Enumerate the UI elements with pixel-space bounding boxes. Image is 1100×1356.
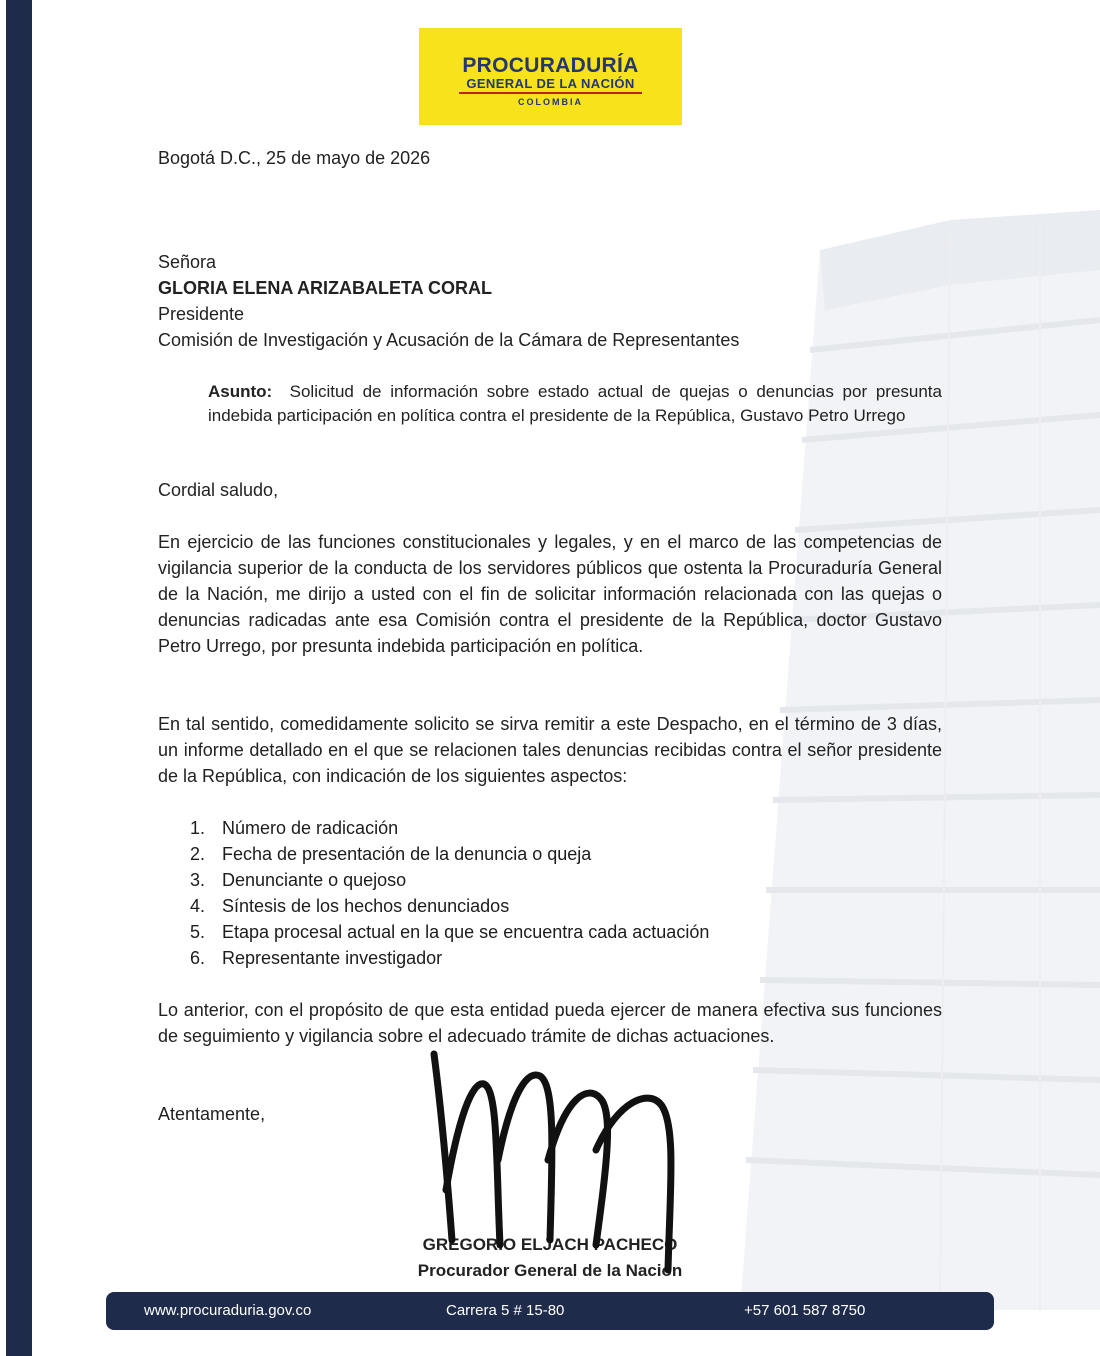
recipient-name: GLORIA ELENA ARIZABALETA CORAL [158,278,492,298]
closing: Atentamente, [158,1104,266,1124]
body-paragraph-3: Lo anterior, con el propósito de que esta entidad pueda ejercer de manera efectiva sus funciones de seguimiento y vigilancia sobre el adecuado trámite de dichas actuaciones. [158,1000,942,1046]
signer-title: Procurador General de la Nación [417,1261,683,1280]
logo-line-3: COLOMBIA [518,97,583,107]
subject-label: Asunto: [208,382,273,401]
left-margin-bar [6,0,32,1356]
footer-website-link[interactable]: www.procuraduria.gov.co [144,1302,312,1319]
list-item: 4. Síntesis de los hechos denunciados [190,896,510,916]
subject-text: Solicitud de información sobre estado actual de quejas o denuncias por presunta indebida participación en política contra el presidente de la República, Gustavo Petro Urrego [208,382,942,425]
date-line: Bogotá D.C., 25 de mayo de 2026 [158,148,431,168]
recipient-salutation: Señora [158,252,217,272]
procuraduria-logo [419,28,682,125]
subject-block [208,380,942,428]
footer-bar [106,1292,994,1330]
list-item: 1. Número de radicación [190,818,399,838]
handwritten-signature [400,1040,720,1280]
requested-items-list [190,815,709,971]
footer-phone: +57 601 587 8750 [744,1302,866,1319]
logo-red-rule [459,92,642,94]
logo-line-2: GENERAL DE LA NACIÓN [466,76,635,91]
list-item: 5. Etapa procesal actual en la que se encuentra cada actuación [190,922,710,942]
list-item: 2. Fecha de presentación de la denuncia o queja [190,844,592,864]
recipient-title: Presidente [158,304,245,324]
logo-line-1: PROCURADURÍA [462,54,639,77]
body-paragraph-1: En ejercicio de las funciones constitucionales y legales, y en el marco de las competencias de vigilancia superior de la conducta de los servidores públicos que ostenta la Procuraduría General de la Nación, me dirijo a usted con el fin de solicitar información relacionada con las quejas o denuncias radicadas ante esa Comisión contra el presidente de la República, doctor Gustavo Petro Urrego, por presunta indebida participación en política. [158,532,942,656]
list-item: 6. Representante investigador [190,948,443,968]
footer-address: Carrera 5 # 15-80 [446,1302,565,1319]
greeting: Cordial saludo, [158,480,279,500]
signer-name: GREGORIO ELJACH PACHECO [422,1235,678,1254]
body-paragraph-2: En tal sentido, comedidamente solicito se sirva remitir a este Despacho, en el término de 3 días, un informe detallado en el que se relacionen tales denuncias recibidas contra el señor presidente de la República, con indicación de los siguientes aspectos: [158,714,942,786]
list-item: 3. Denunciante o quejoso [190,870,407,890]
recipient-organization: Comisión de Investigación y Acusación de la Cámara de Representantes [158,330,740,350]
